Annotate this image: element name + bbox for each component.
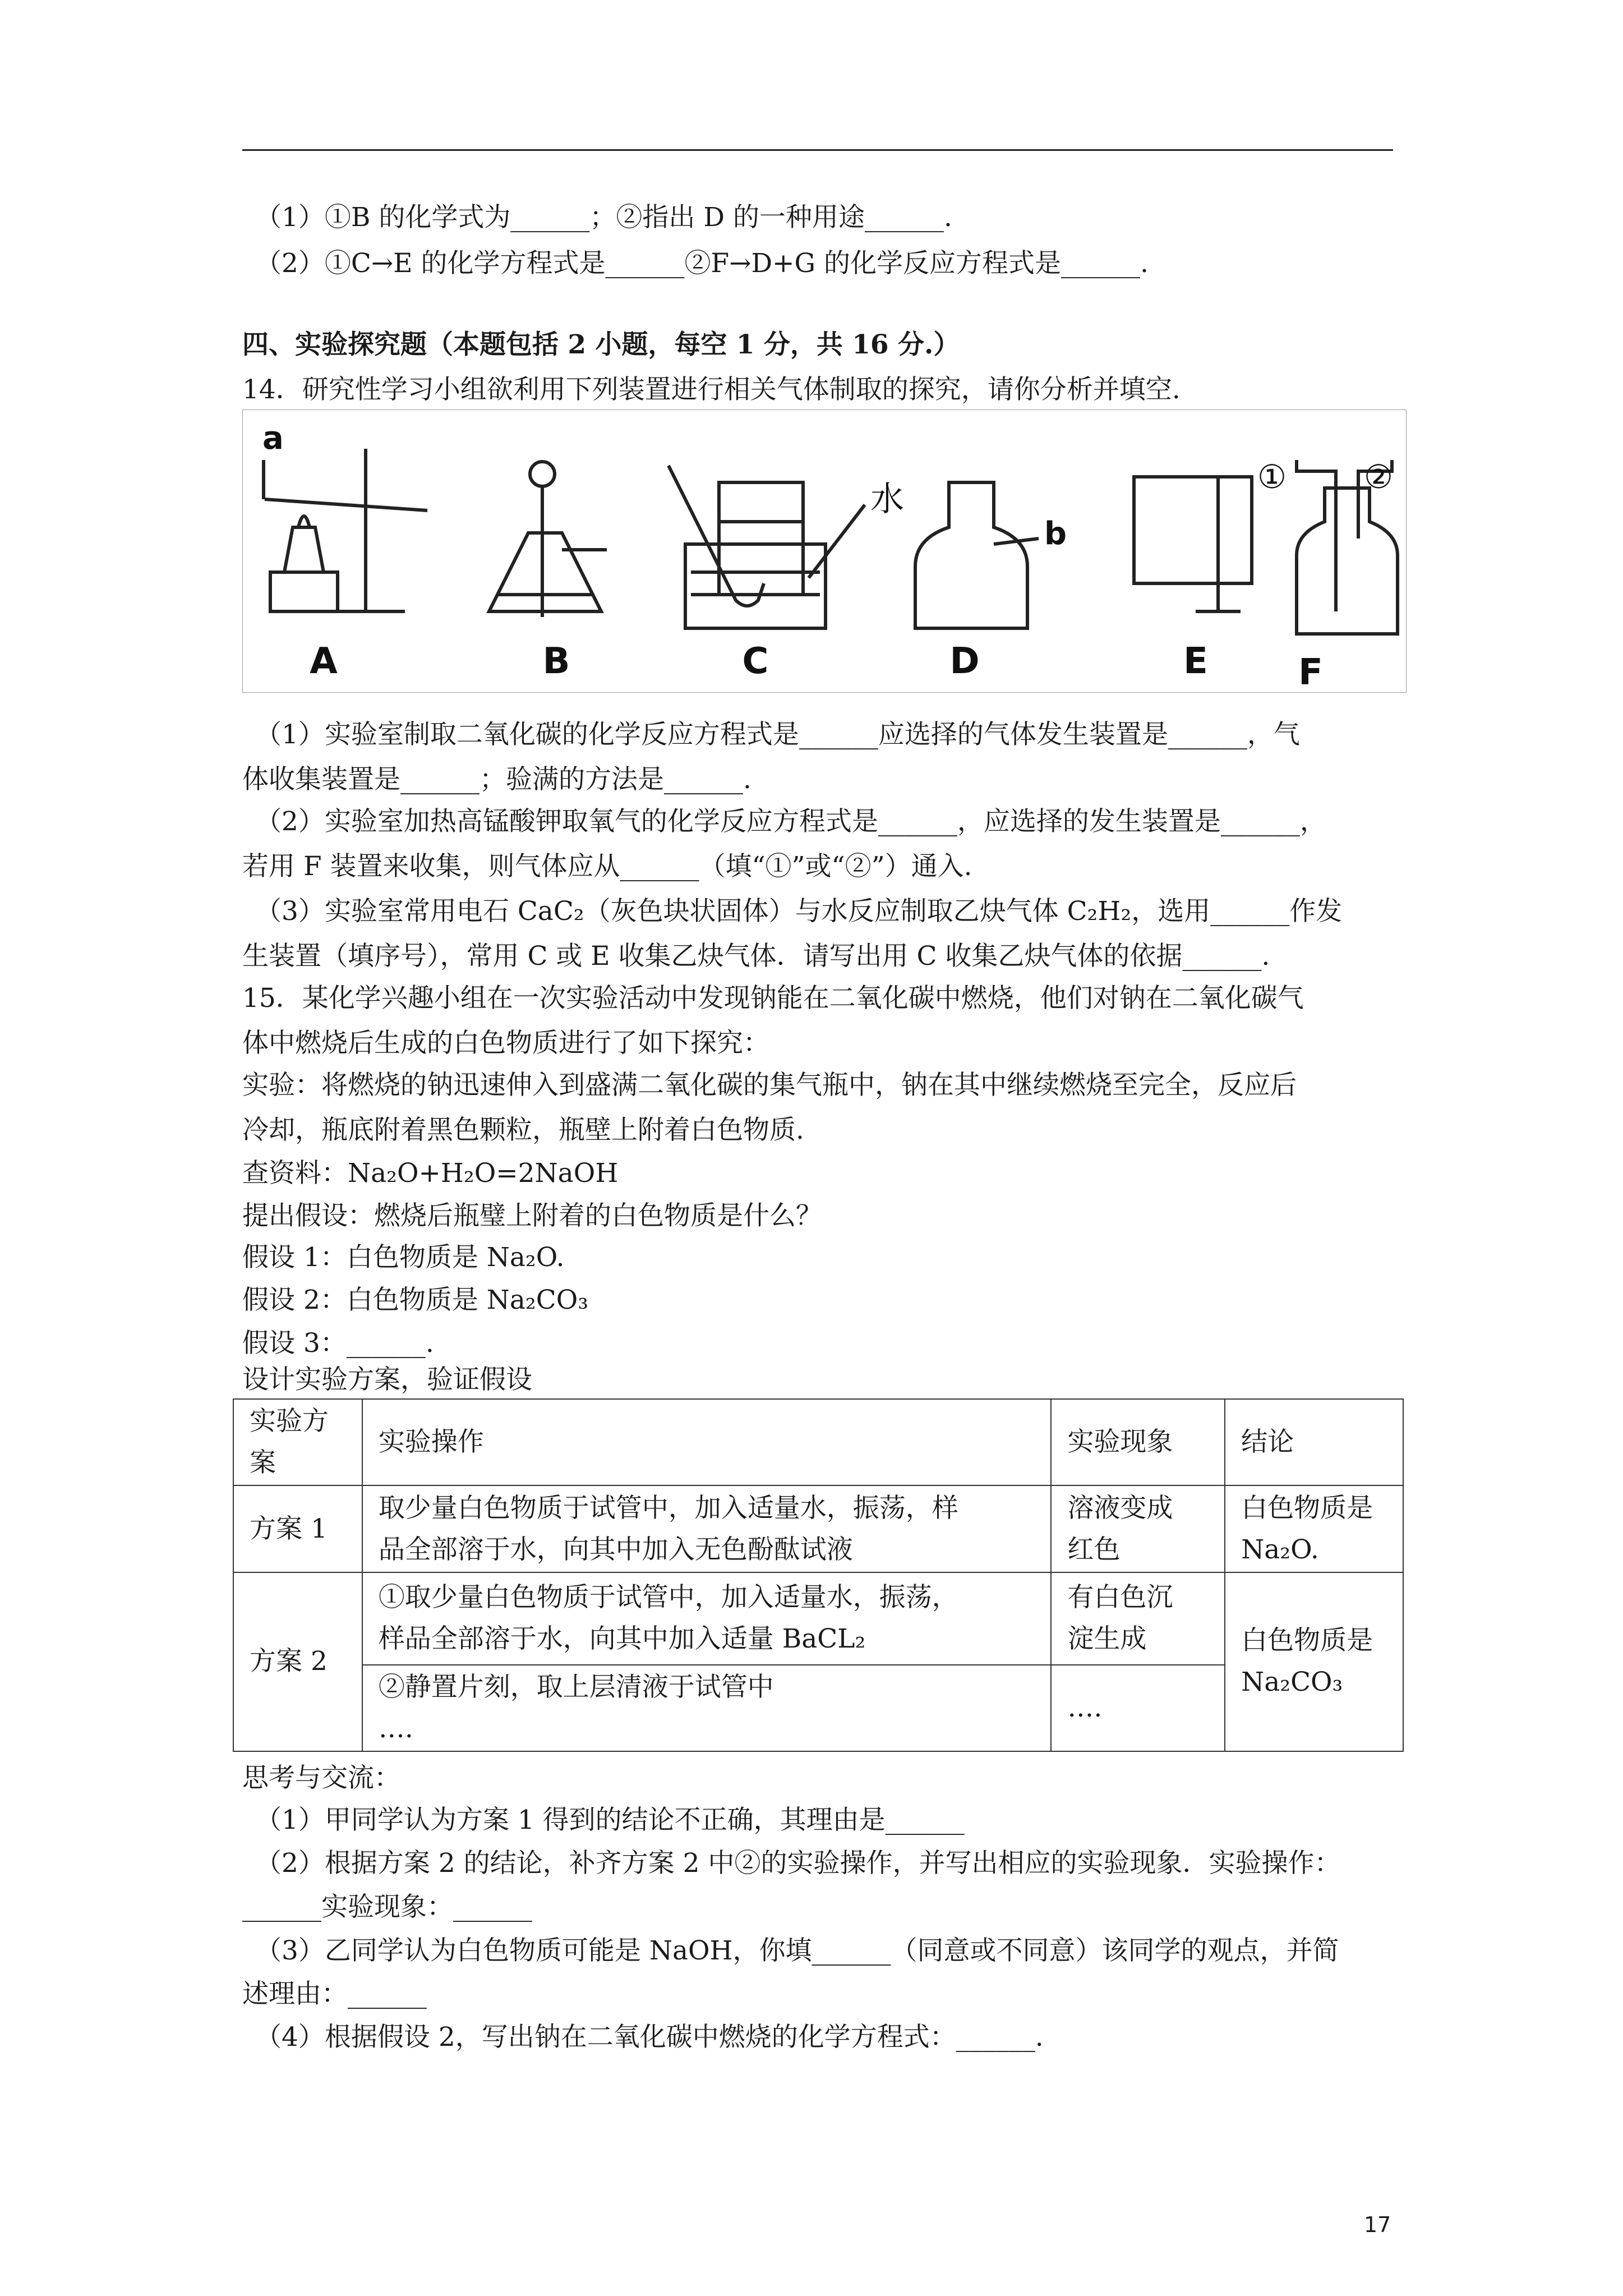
q14-p3-b: 生装置（填序号），常用 C 或 E 收集乙炔气体．请写出用 C 收集乙炔气体的依据______. xyxy=(242,941,1270,972)
q15-info: 查资料：Na₂O+H₂O=2NaOH xyxy=(242,1158,619,1189)
label-a: a xyxy=(262,420,284,457)
plan-2-operation-1: ①取少量白色物质于试管中，加入适量水，振荡， 样品全部溶于水，向其中加入适量 BaCL₂ xyxy=(362,1572,1052,1665)
q15-hypothesis-intro: 提出假设：燃烧后瓶璧上附着的白色物质是什么？ xyxy=(242,1200,822,1231)
apparatus-figure xyxy=(242,409,1407,693)
table-row xyxy=(233,1572,1403,1665)
q14-p1-b: 体收集装置是______；验满的方法是______. xyxy=(242,764,751,795)
page-number: 17 xyxy=(1364,2212,1391,2237)
q15-t1: （1）甲同学认为方案 1 得到的结论不正确，其理由是______ xyxy=(255,1805,965,1835)
q15-hypothesis-1: 假设 1：白色物质是 Na₂O. xyxy=(242,1242,565,1273)
header-operation: 实验操作 xyxy=(362,1399,1052,1485)
q15-t2-b: ______实验现象：______ xyxy=(242,1892,532,1922)
header-phenomenon: 实验现象 xyxy=(1051,1399,1225,1485)
label-water: 水 xyxy=(870,480,904,519)
q15-stem-2: 体中燃烧后生成的白色物质进行了如下探究： xyxy=(242,1028,769,1059)
q15-experiment-1: 实验：将燃烧的钠迅速伸入到盛满二氧化碳的集气瓶中，钠在其中继续燃烧至完全，反应后 xyxy=(242,1070,1297,1101)
q13-line-1: （1）①B 的化学式为______；②指出 D 的一种用途______. xyxy=(255,202,952,233)
q15-hypothesis-3: 假设 3：______. xyxy=(242,1328,434,1359)
plan-2-operation-2: ②静置片刻，取上层清液于试管中 …. xyxy=(362,1665,1052,1751)
label-F: F xyxy=(1298,652,1323,693)
section-title: 四、实验探究题（本题包括 2 小题，每空 1 分，共 16 分.） xyxy=(242,329,960,360)
label-b: b xyxy=(1044,516,1067,552)
q15-design: 设计实验方案，验证假设 xyxy=(242,1364,532,1395)
q14-p2-a: （2）实验室加热高锰酸钾取氧气的化学反应方程式是______，应选择的发生装置是______， xyxy=(255,806,1326,837)
header-conclusion: 结论 xyxy=(1225,1399,1403,1485)
q14-stem: 14．研究性学习小组欲利用下列装置进行相关气体制取的探究，请你分析并填空. xyxy=(242,374,1181,405)
plan-1-phenomenon: 溶液变成 红色 xyxy=(1051,1485,1225,1572)
experiment-table xyxy=(233,1398,1404,1752)
plan-1-label: 方案 1 xyxy=(233,1485,362,1572)
label-port-1: ① xyxy=(1257,458,1287,496)
q15-t4: （4）根据假设 2，写出钠在二氧化碳中燃烧的化学方程式：______. xyxy=(255,2022,1044,2053)
plan-2-phenomenon-2: …. xyxy=(1051,1665,1225,1751)
plan-2-label: 方案 2 xyxy=(233,1572,362,1751)
table-row xyxy=(233,1485,1403,1572)
q15-t3-b: 述理由：______ xyxy=(242,1978,427,2009)
plan-1-conclusion: 白色物质是 Na₂O. xyxy=(1225,1485,1403,1572)
plan-2-conclusion: 白色物质是 Na₂CO₃ xyxy=(1225,1572,1403,1751)
q14-p1-a: （1）实验室制取二氧化碳的化学反应方程式是______应选择的气体发生装置是______，气 xyxy=(255,719,1300,750)
q15-t3-a: （3）乙同学认为白色物质可能是 NaOH，你填______（同意或不同意）该同学的观点，并简 xyxy=(255,1935,1339,1966)
table-header-row xyxy=(233,1399,1403,1485)
label-D: D xyxy=(949,641,980,682)
q14-p3-a: （3）实验室常用电石 CaC₂（灰色块状固体）与水反应制取乙炔气体 C₂H₂，选用______作发 xyxy=(255,896,1343,927)
label-E: E xyxy=(1183,641,1208,682)
q14-p2-b: 若用 F 装置来收集，则气体应从______（填“①”或“②”）通入. xyxy=(242,851,972,882)
q15-stem-1: 15．某化学兴趣小组在一次实验活动中发现钠能在二氧化碳中燃烧，他们对钠在二氧化碳气 xyxy=(242,983,1304,1014)
header-rule xyxy=(242,149,1393,151)
label-A: A xyxy=(310,641,338,682)
q15-t2-a: （2）根据方案 2 的结论，补齐方案 2 中②的实验操作，并写出相应的实验现象．实验操作： xyxy=(255,1848,1341,1879)
header-plan: 实验方 案 xyxy=(233,1399,362,1485)
label-B: B xyxy=(542,641,570,682)
plan-2-phenomenon-1: 有白色沉 淀生成 xyxy=(1051,1572,1225,1665)
q15-experiment-2: 冷却，瓶底附着黑色颗粒，瓶壁上附着白色物质. xyxy=(242,1115,804,1145)
q13-line-2: （2）①C→E 的化学方程式是______②F→D+G 的化学反应方程式是______. xyxy=(255,248,1149,279)
q15-think: 思考与交流： xyxy=(242,1763,400,1793)
label-C: C xyxy=(742,641,769,682)
plan-1-operation: 取少量白色物质于试管中，加入适量水，振荡，样 品全部溶于水，向其中加入无色酚酞试液 xyxy=(362,1485,1052,1572)
label-port-2: ② xyxy=(1364,458,1393,496)
q15-hypothesis-2: 假设 2：白色物质是 Na₂CO₃ xyxy=(242,1285,589,1315)
